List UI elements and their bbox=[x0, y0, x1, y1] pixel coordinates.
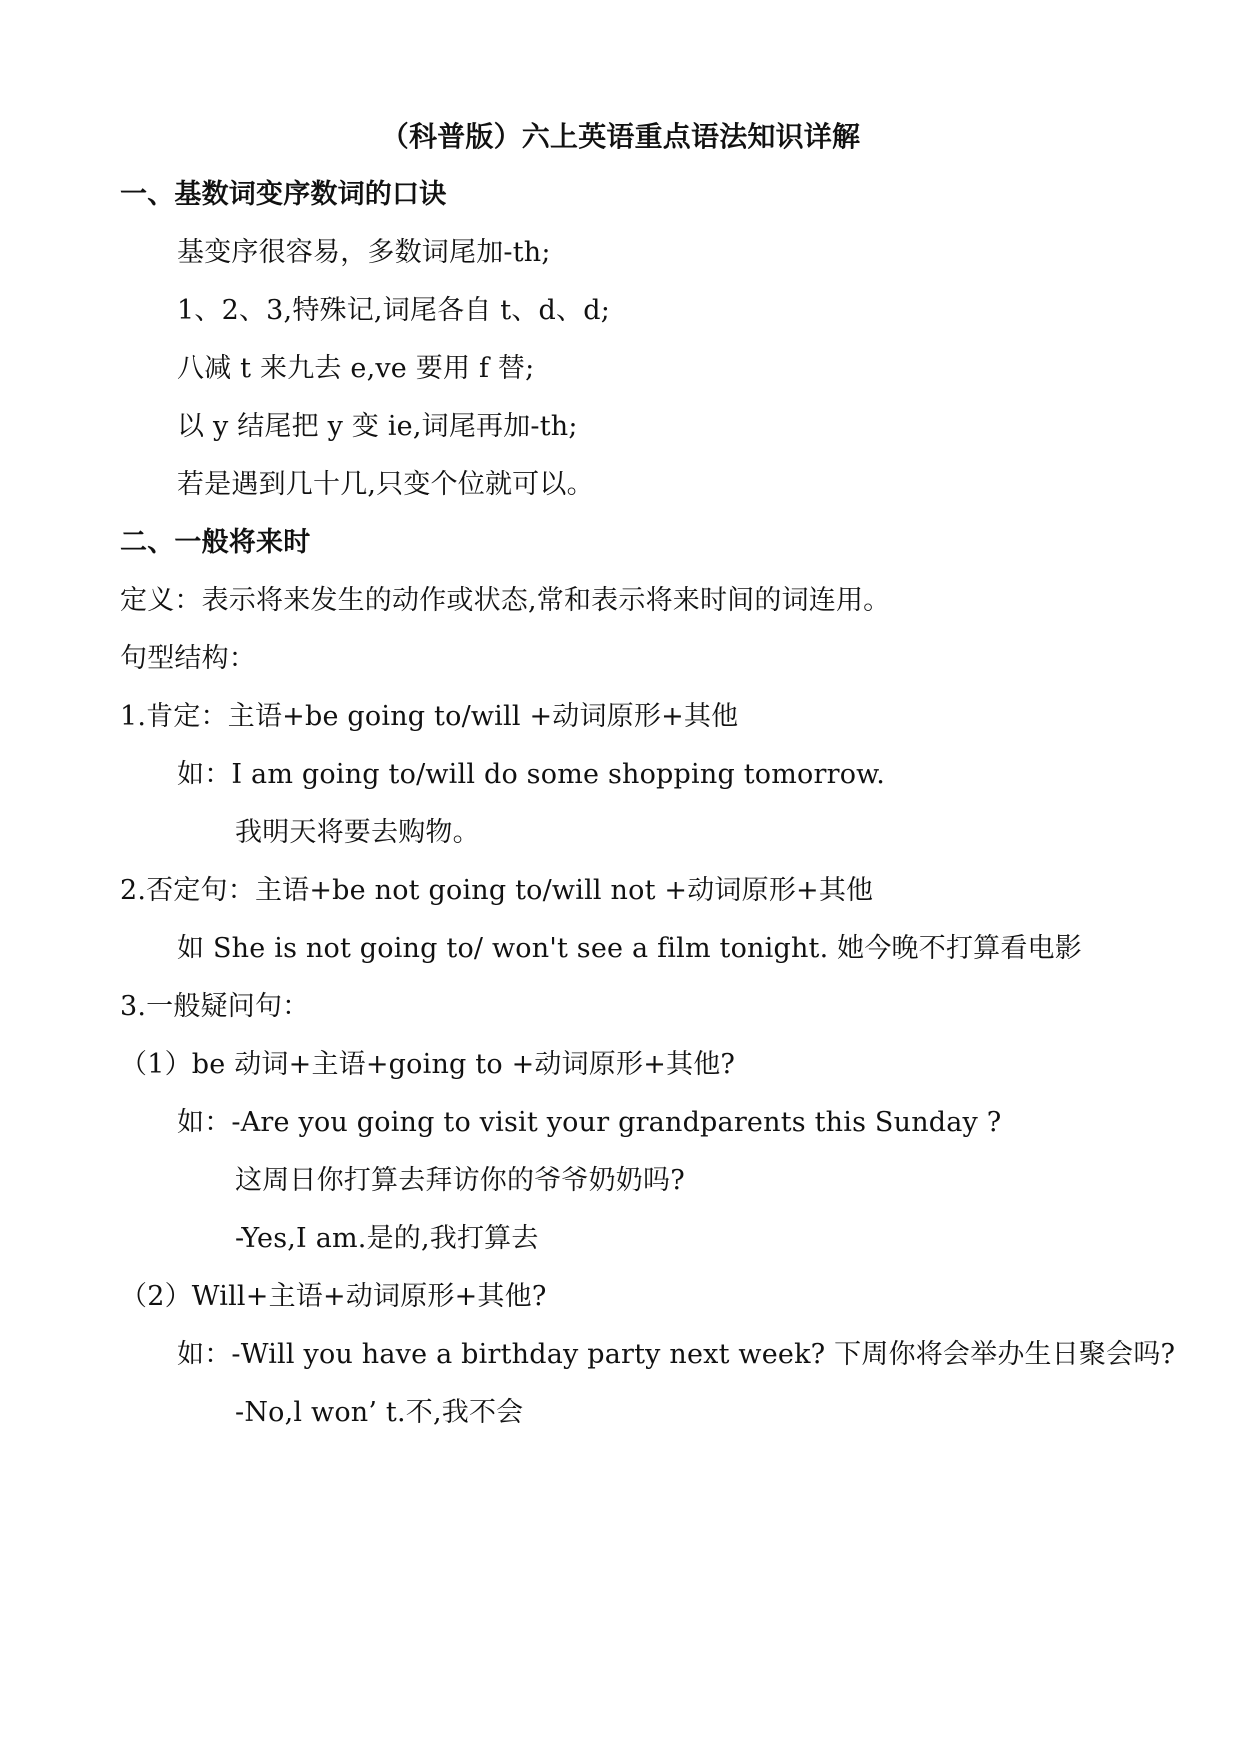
mnemonic-line-1: 基变序很容易，多数词尾加-th; bbox=[177, 237, 551, 268]
affirmative-rule: 1.肯定：主语+be going to/will +动词原形+其他 bbox=[120, 701, 739, 732]
question-sub1-rule: （1）be 动词+主语+going to +动词原形+其他? bbox=[120, 1049, 736, 1080]
question-sub1-answer: -Yes,I am.是的,我打算去 bbox=[235, 1223, 539, 1254]
definition-text: 定义：表示将来发生的动作或状态,常和表示将来时间的词连用。 bbox=[120, 585, 891, 616]
mnemonic-line-5: 若是遇到几十几,只变个位就可以。 bbox=[177, 469, 594, 500]
section1-heading: 一、基数词变序数词的口诀 bbox=[120, 179, 447, 210]
negative-rule: 2.否定句：主语+be not going to/will not +动词原形+其他 bbox=[120, 875, 874, 906]
question-sub2-example: 如：-Will you have a birthday party next week? 下周你将会举办生日聚会吗? bbox=[177, 1339, 1176, 1370]
question-sub1-example-en: 如：-Are you going to visit your grandparents this Sunday ? bbox=[177, 1107, 1002, 1138]
affirmative-example-cn: 我明天将要去购物。 bbox=[235, 817, 480, 848]
mnemonic-line-4: 以 y 结尾把 y 变 ie,词尾再加-th; bbox=[177, 411, 578, 442]
document-title: （科普版）六上英语重点语法知识详解 bbox=[380, 120, 861, 153]
affirmative-example-en: 如：I am going to/will do some shopping tomorrow. bbox=[177, 759, 886, 790]
question-rule: 3.一般疑问句： bbox=[120, 991, 310, 1022]
negative-example: 如 She is not going to/ won't see a film tonight. 她今晚不打算看电影 bbox=[177, 933, 1082, 964]
mnemonic-line-3: 八减 t 来九去 e,ve 要用 f 替; bbox=[177, 353, 535, 384]
question-sub1-example-cn: 这周日你打算去拜访你的爷爷奶奶吗? bbox=[235, 1165, 685, 1196]
section2-heading: 二、一般将来时 bbox=[120, 527, 311, 558]
structure-label: 句型结构： bbox=[120, 643, 256, 674]
question-sub2-rule: （2）Will+主语+动词原形+其他? bbox=[120, 1281, 547, 1312]
question-sub2-answer: -No,l won’ t.不,我不会 bbox=[235, 1397, 524, 1428]
mnemonic-line-2: 1、2、3,特殊记,词尾各自 t、d、d; bbox=[177, 295, 610, 326]
